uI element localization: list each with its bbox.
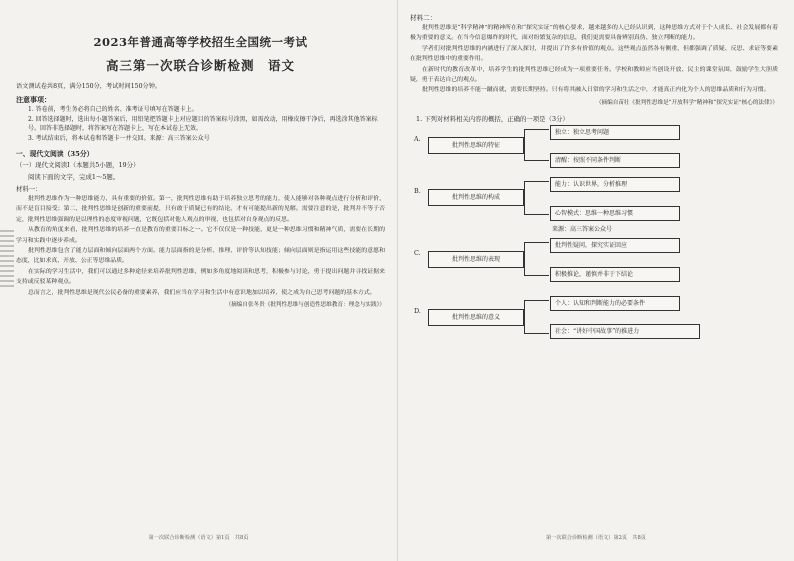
material-source: （摘编自苗壮《批判性思维是“开放科学”精神和“探究实证”核心的法律》） bbox=[595, 99, 778, 106]
option-label-c[interactable]: C. bbox=[414, 248, 421, 257]
option-b-bracket bbox=[524, 181, 549, 215]
paragraph: 在新时代的教育改革中，培养学生的批判性思维已经成为一项重要任务。学校和教师应当创设开放、民主的课堂氛围，鼓励学生大胆质疑，勇于表达自己的观点。 bbox=[410, 66, 778, 84]
paragraph: 学者们对批判性思维的内涵进行了深入探讨，并提出了许多有价值的观点。这些观点虽然各有侧重，但都强调了质疑、反思、求证等要素在批判性思维中的重要作用。 bbox=[410, 45, 778, 63]
note-1: 1. 答卷前，考生务必将自己的姓名、准考证号填写在答题卡上。 bbox=[28, 106, 198, 113]
option-a-leaf-2: 清醒：按照不同条件判断 bbox=[550, 153, 680, 168]
reading-instruction: 阅读下面的文字，完成1～5题。 bbox=[28, 173, 120, 181]
option-c-bracket bbox=[524, 242, 549, 276]
option-a-bracket bbox=[524, 129, 549, 161]
option-b-center: 批判性思维的构成 bbox=[428, 189, 524, 206]
option-label-d[interactable]: D. bbox=[414, 306, 421, 315]
concept-map-options bbox=[410, 125, 778, 337]
note-2: 2. 回答选择题时，选出每小题答案后，用铅笔把答题卡上对应题目的答案标号涂黑，如需改动，用橡皮擦干净后，再选涂其他答案标号。回答非选择题时，将答案写在答题卡上，写在本试卷上无效。 bbox=[28, 115, 378, 132]
option-label-b[interactable]: B. bbox=[414, 186, 421, 195]
notes-heading: 注意事项： bbox=[16, 95, 51, 104]
option-label-a[interactable]: A. bbox=[414, 134, 421, 143]
paragraph: 批判性思维作为一种思维能力，具有重要的价值。第一，批判性思维有助于培养独立思考的能力，使人能够对各种观点进行分析和评价，而不是盲目接受；第二，批判性思维是创新的重要前提，只有敢于质疑已有的结论，才有可能提出新的见解。需要注意的是，批判并不等于否定，批判性思维强调的是以理性的态度审视问题，它既包括对他人观点的审视，也包括对自身观点的反思。 bbox=[16, 196, 385, 223]
option-d-bracket bbox=[524, 300, 549, 334]
page-footer: 第一次联合诊断检测（语文）第1页 共8页 bbox=[148, 535, 249, 541]
option-c-center: 批判性思维的表现 bbox=[428, 251, 524, 268]
option-d-center: 批判性思维的意义 bbox=[428, 309, 524, 326]
paragraph: 总而言之，批判性思维是现代公民必备的重要素养，我们应当在学习和生活中有意识地加以培养，使之成为自己思考问题的基本方式。 bbox=[28, 289, 376, 296]
page-footer: 第一次联合诊断检测（语文）第2页 共8页 bbox=[546, 535, 646, 541]
option-d-leaf-1: 个人：认知和判断能力的必要条件 bbox=[550, 296, 680, 311]
paragraph: 批判性思维是“科学精神”的精神所在和“探究实证”的核心要求，越来越多的人已经认识到，这种思维方式对于个人成长、社会发展都有着极为重要的意义。在当今信息爆炸的时代，面对纷繁复杂的信息，我们更需要具备辨别真伪、独立判断的能力。 bbox=[410, 25, 778, 42]
option-a-leaf-1: 独立：独立思考问题 bbox=[550, 125, 680, 140]
note-3: 3. 考试结束后，将本试卷和答题卡一并交回。来源：高三答案公众号 bbox=[28, 134, 210, 142]
exam-meta: 语文测试卷共8页，满分150分，考试时间150分钟。 bbox=[16, 83, 162, 90]
exam-title: 2023年普通高等学校招生全国统一考试 bbox=[93, 35, 308, 49]
material-one-label: 材料一： bbox=[16, 185, 42, 193]
paragraph: 批判性思维的培养不能一蹴而就，需要长期坚持。只有将其融入日常的学习和生活之中，才能真正内化为个人的思维品质和行为习惯。 bbox=[422, 87, 770, 94]
exam-page-right bbox=[397, 0, 794, 561]
option-b-leaf-1: 能力：认识世界，分析推理 bbox=[550, 177, 680, 192]
option-c-leaf-2: 积极推论，谨慎并非于下结论 bbox=[550, 267, 680, 282]
paragraph: 从教育的角度来看，批判性思维的培养一直是教育的重要目标之一。它不仅仅是一种技能，更是一种思维习惯和精神气质，需要在长期的学习和实践中逐步养成。 bbox=[16, 227, 385, 244]
option-b-leaf-2: 心智模式：思维一种思维习惯 bbox=[550, 206, 680, 221]
question-1: 1. 下列对材料相关内容的概括，正确的一项是（3分） bbox=[416, 114, 569, 123]
paragraph: 在实际的学习生活中，我们可以通过多种途径来培养批判性思维，例如多角度地阅读和思考，积极参与讨论，勇于提出问题并寻找证据来支持或反驳某种观点。 bbox=[16, 268, 385, 286]
material-source: （摘编自张冬贵《批判性思维与创造性思维教育：理念与实践》） bbox=[225, 302, 385, 309]
option-a-center: 批判性思维的特征 bbox=[428, 137, 524, 154]
exam-subtitle: 高三第一次联合诊断检测 语文 bbox=[105, 58, 295, 73]
subsection-heading: （一）现代文阅读Ⅰ（本题共5小题，19分） bbox=[16, 161, 140, 169]
section-heading: 一、现代文阅读（35分） bbox=[16, 150, 94, 158]
option-c-leaf-1: 批判性疑问，探究实证回应 bbox=[550, 238, 680, 253]
paragraph: 批判性思维包含了能力层面和倾向层面两个方面。能力层面指的是分析、推理、评价等认知技能；倾向层面则是指运用这些技能的意愿和态度，比如求真、开放、公正等思维品质。 bbox=[16, 248, 385, 265]
option-d-leaf-2: 社会：“讲好中国故事”的推进力 bbox=[550, 324, 700, 339]
material-two-label: 材料二： bbox=[410, 14, 437, 22]
watermark-source: 来源：高三答案公众号 bbox=[552, 225, 613, 233]
